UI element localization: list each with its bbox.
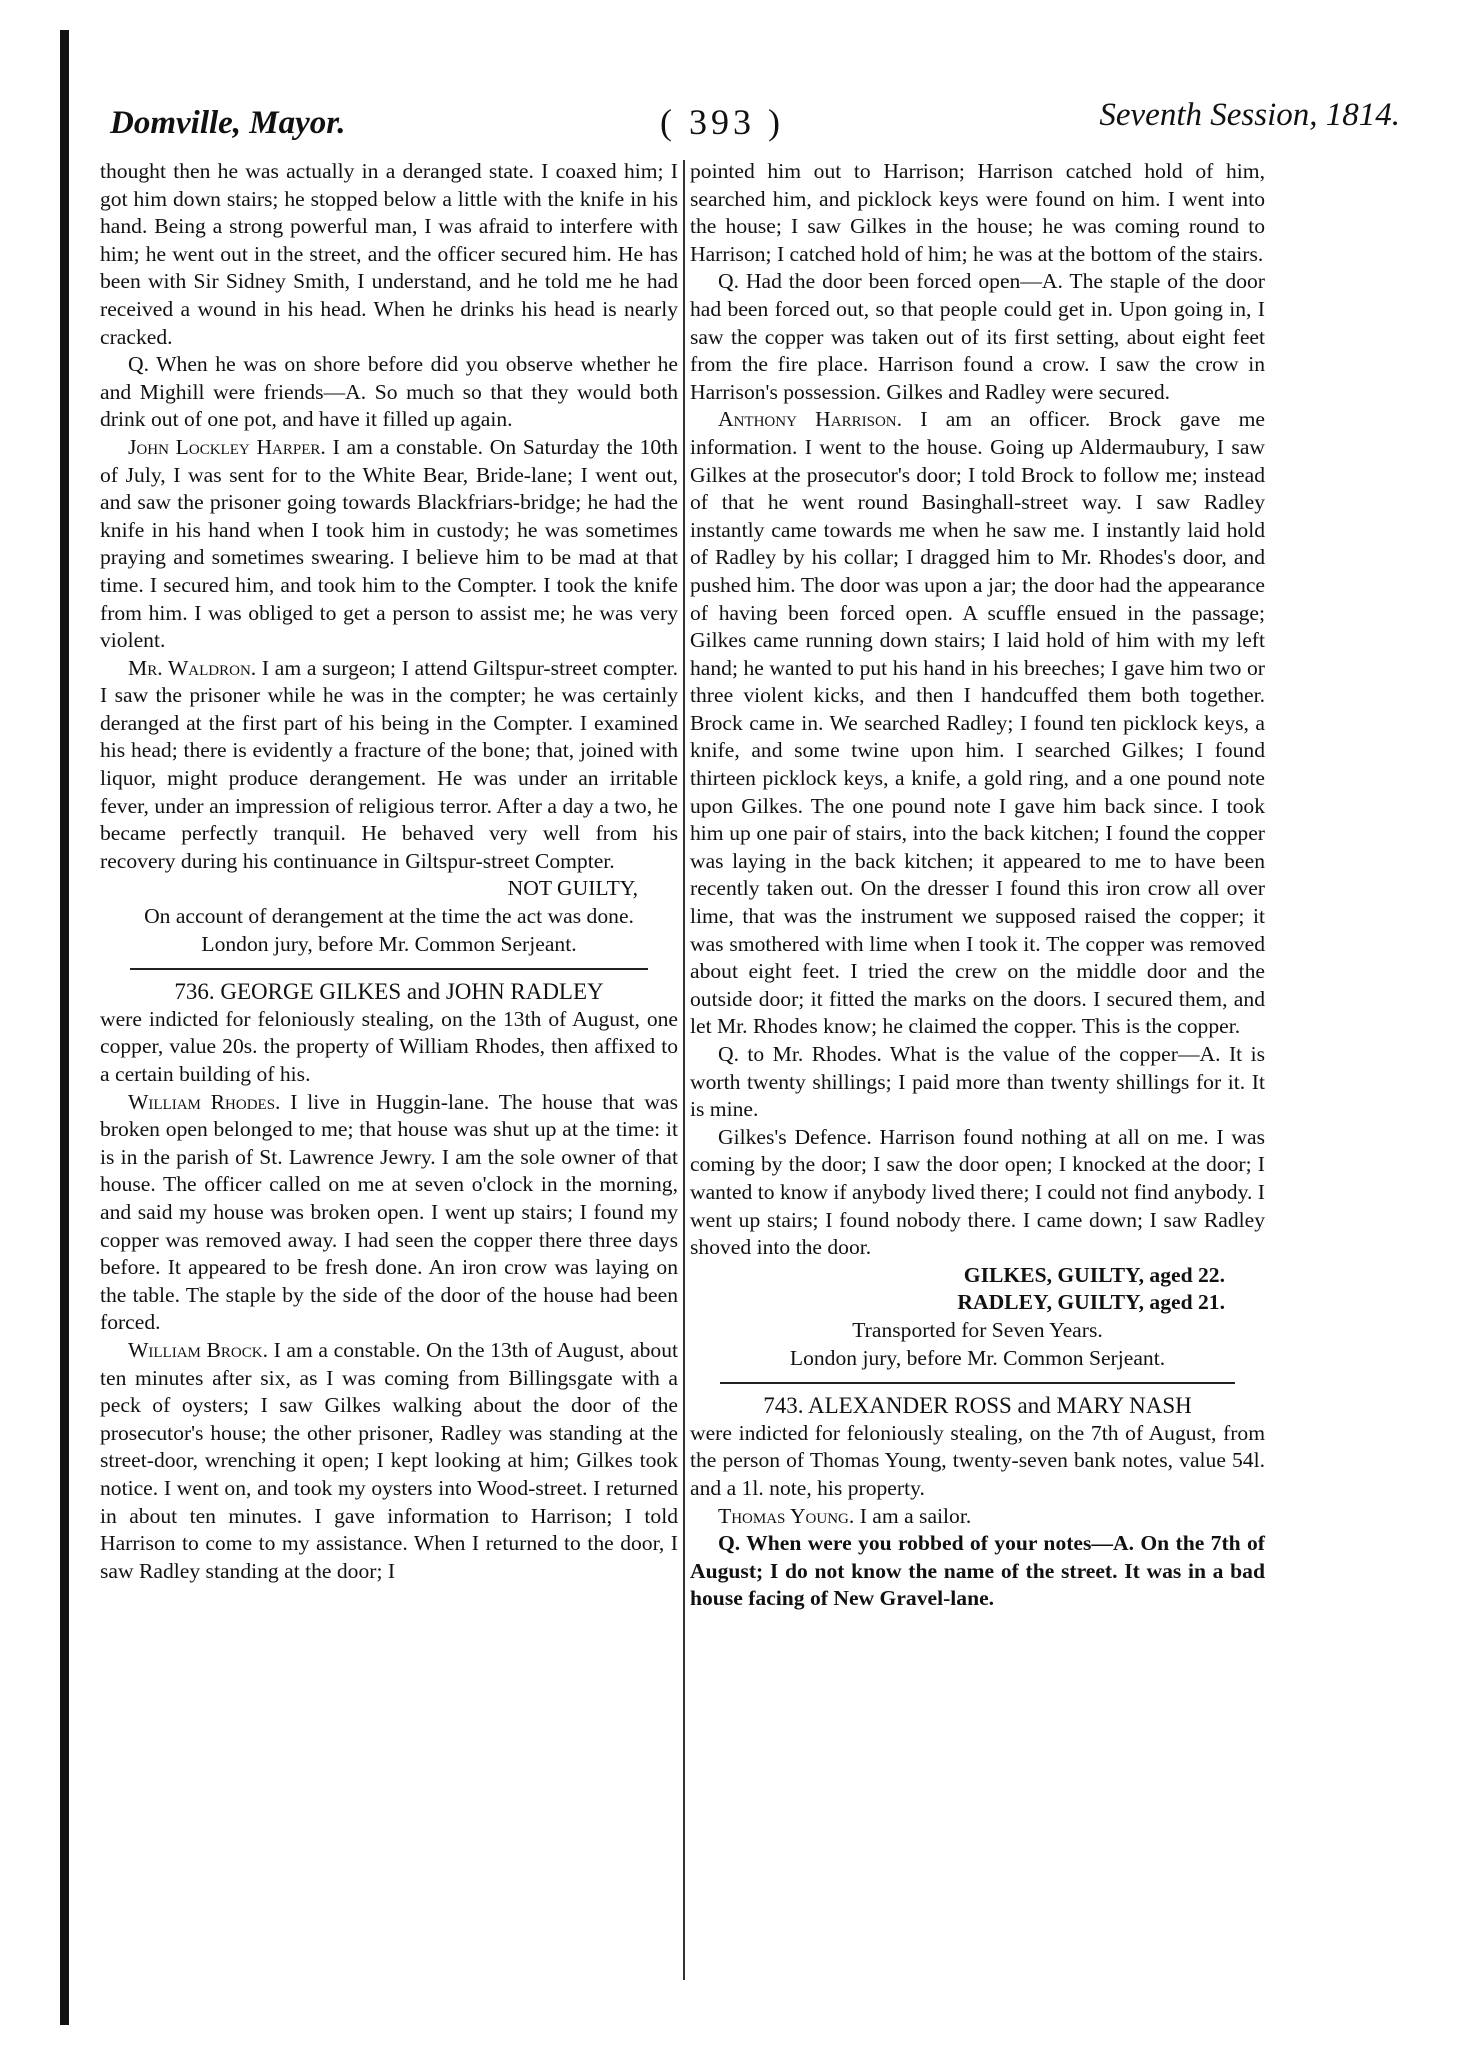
case-heading: 743. ALEXANDER ROSS and MARY NASH — [763, 1393, 1192, 1419]
speaker-name: Anthony Harrison. — [718, 407, 903, 432]
page-number: ( 393 ) — [660, 102, 784, 142]
paragraph: thought then he was actually in a deranged state. I coaxed him; I got him down stairs; he stopped below a little with the knife in his hand. Being a strong powerful man, I was afraid to interfere with him; he went out in the street, and the officer secured him. He has been with Sir Sidney Smith, I understand, and he told me he had received a wound in his head. When he drinks his head is nearly cracked. — [100, 159, 678, 349]
paragraph: John Lockley Harper. I am a constable. On Saturday the 10th of July, I was sent for to the White Bear, Bride-lane; I went out, and saw the prisoner going towards Blackfriars-bridge; he had the knife in his hand when I took him in custody; he was sometimes praying and sometimes swearing. I believe him to be mad at that time. I secured him, and took him to the Compter. I took the knife from him. I was obliged to get a person to assist me; he was very violent. — [100, 434, 678, 653]
paragraph: Q. When he was on shore before did you observe whether he and Mighill were friends—A. So much so that they would both drink out of one pot, and have it filled up again. — [100, 352, 678, 432]
paragraph: Thomas Young. I am a sailor. — [718, 1503, 972, 1528]
speaker-name: William Rhodes. — [128, 1089, 281, 1114]
speaker-name: William Brock. — [128, 1337, 268, 1362]
paragraph: Anthony Harrison. I am an officer. Brock gave me information. I went to the house. Going up Aldermaubury, I saw Gilkes at the prosecutor's door; I told Brock to follow me; instead of that he went round Basinghall-street way. I saw Radley instantly came towards me when he saw me. I instantly laid hold of Radley by his collar; I dragged him to Mr. Rhodes's door, and pushed him. The door was upon a jar; the door had the appearance of having been forced open. A scuffle ensued in the passage; Gilkes came running down stairs; I laid hold of him with my left hand; he wanted to put his hand in his breeches; I gave him two or three violent kicks, and then I handcuffed them both together. Brock came in. We searched Radley; I found ten picklock keys, a knife, and some twine upon him. I searched Gilkes; I found thirteen picklock keys, a knife, a gold ring, and a one pound note upon Gilkes. The one pound note I gave him back since. I took him up one pair of stairs, into the back kitchen; I found the copper was laying in the back kitchen; it appeared to me to have been recently taken out. On the dresser I found this iron crow all over lime, that was the instrument we supposed raised the copper; it was smothered with lime when I took it. The copper was removed about eight feet. I tried the crew on the middle door and the outside door; it fitted the marks on the doors. I secured them, and let Mr. Rhodes know; he claimed the copper. This is the copper. — [690, 407, 1266, 1039]
jury-line: London jury, before Mr. Common Serjeant. — [789, 1345, 1166, 1370]
verdict: GILKES, GUILTY, aged 22. — [963, 1262, 1225, 1287]
paragraph: Q. When were you robbed of your notes—A. On the 7th of August; I do not know the name of the street. It was in a bad house facing of New Gravel-lane. — [690, 1531, 1265, 1611]
verdict: NOT GUILTY, — [507, 876, 638, 901]
running-head-left: Domville, Mayor. — [110, 105, 346, 141]
page-binding-edge — [60, 30, 69, 2025]
speaker-name: Thomas Young. — [718, 1503, 855, 1528]
paragraph: pointed him out to Harrison; Harrison catched hold of him, searched him, and picklock keys were found on him. I went into the house; I saw Gilkes in the house; he was coming round to Harrison; I catched hold of him; he was at the bottom of the stairs. — [690, 159, 1265, 266]
section-rule — [130, 968, 648, 970]
section-rule — [720, 1382, 1235, 1384]
left-column — [100, 158, 678, 1585]
paragraph: William Brock. I am a constable. On the 13th of August, about ten minutes after six, as I was coming from Billingsgate with a peck of oysters; I saw Gilkes walking about the door of the prosecutor's house; the other prisoner, Radley was standing at the street-door, wrenching it open; I kept looking at him; Gilkes took notice. I went on, and took my oysters into Wood-street. I returned in about ten minutes. I gave information to Harrison; I told Harrison to come to my assistance. When I returned to the door, I saw Radley standing at the door; I — [100, 1337, 678, 1583]
paragraph: Mr. Waldron. I am a surgeon; I attend Giltspur-street compter. I saw the prisoner while he was in the compter; he was certainly deranged at the first part of his being in the Compter. I examined his head; there is evidently a fracture of the bone; that, joined with liquor, might produce derangement. He was under an irritable fever, under an impression of religious terror. After a day a two, he became perfectly tranquil. He behaved very well from his recovery during his continuance in Giltspur-street Compter. — [100, 655, 679, 873]
verdict-note: On account of derangement at the time the act was done. — [144, 904, 634, 929]
paragraph: Q. to Mr. Rhodes. What is the value of the copper—A. It is worth twenty shillings; I paid more than twenty shillings for it. It is mine. — [690, 1042, 1265, 1122]
page-header — [80, 95, 1420, 155]
speaker-name: John Lockley Harper. — [128, 434, 326, 459]
verdict: RADLEY, GUILTY, aged 21. — [957, 1290, 1225, 1315]
running-head-right: Seventh Session, 1814. — [1099, 97, 1400, 133]
jury-line: London jury, before Mr. Common Serjeant. — [201, 931, 577, 956]
case-indictment: were indicted for feloniously stealing, on the 7th of August, from the person of Thomas Young, twenty-seven bank notes, value 54l. and a 1l. note, his property. — [690, 1420, 1265, 1500]
paragraph: William Rhodes. I live in Huggin-lane. The house that was broken open belonged to me; that house was shut up at the time: it is in the parish of St. Lawrence Jewry. I am the sole owner of that house. The officer called on me at seven o'clock in the morning, and said my house was broken open. I went up stairs; I found my copper was removed away. I had seen the copper there three days before. It appeared to be fresh done. An iron crow was laying on the table. The staple by the side of the door of the house had been forced. — [100, 1089, 678, 1335]
right-column — [690, 158, 1265, 1613]
speaker-name: Mr. Waldron. — [128, 655, 257, 680]
sentence: Transported for Seven Years. — [852, 1317, 1103, 1342]
paragraph: Q. Had the door been forced open—A. The staple of the door had been forced out, so that people could get in. Upon going in, I saw the copper was taken out of its first setting, about eight feet from the fire place. Harrison found a crow. I saw the crow in Harrison's possession. Gilkes and Radley were secured. — [690, 269, 1265, 404]
case-indictment: were indicted for feloniously stealing, on the 13th of August, one copper, value 20s. the property of William Rhodes, then affixed to a certain building of his. — [100, 1006, 678, 1086]
case-heading: 736. GEORGE GILKES and JOHN RADLEY — [174, 979, 604, 1005]
column-divider — [683, 160, 685, 1980]
paragraph: Gilkes's Defence. Harrison found nothing at all on me. I was coming by the door; I saw the door open; I knocked at the door; I wanted to know if anybody lived there; I could not find anybody. I went up stairs; I found nobody there. I came down; I saw Radley shoved into the door. — [690, 1124, 1265, 1260]
